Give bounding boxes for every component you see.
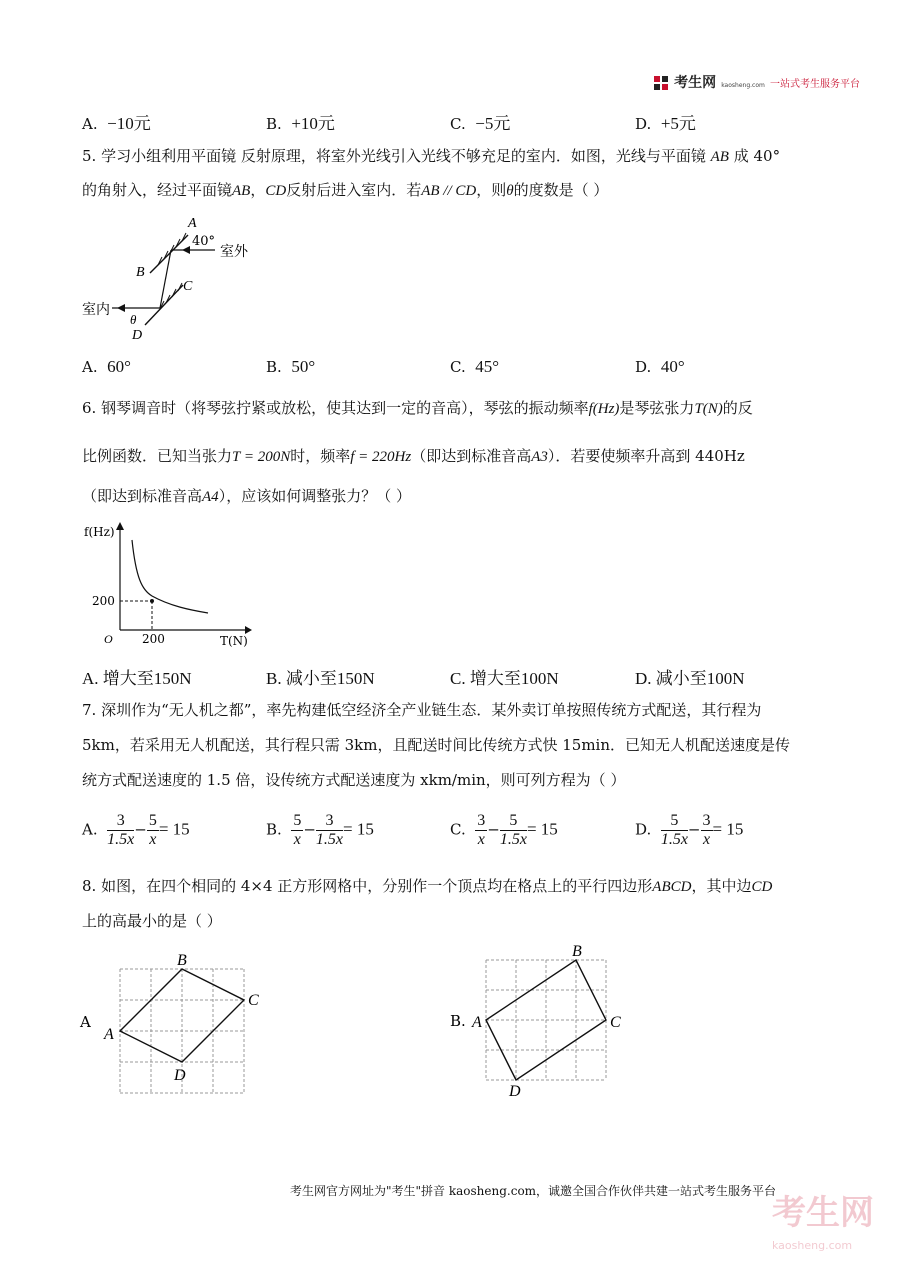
label-indoor: 室内 (82, 302, 110, 318)
q4-option-a: A. −10元 (82, 114, 151, 133)
q6-option-c: C. 增大至100N (450, 669, 559, 688)
q6-line-3: （即达到标准音高A4），应该如何调整张力？（ ） (82, 487, 411, 505)
mirror-cd (145, 285, 183, 325)
q5-option-a: A. 60° (82, 357, 131, 376)
watermark-brand: 考生网 (772, 1193, 874, 1233)
x-label: T(N) (220, 634, 248, 648)
q6-inverse-graph (80, 518, 260, 648)
kaosheng-logo-icon (653, 75, 669, 91)
vertex-a: A (104, 1026, 114, 1043)
label-d: D (132, 328, 143, 343)
arrow-icon (117, 304, 125, 312)
label-b: B (136, 265, 145, 280)
inverse-curve (132, 540, 208, 613)
option-label-b: B. (450, 1012, 466, 1030)
q4-option-c: C. −5元 (450, 114, 511, 133)
q5-option-b: B. 50° (266, 357, 316, 376)
q7-option-d: D. $\frac{5}{1.5x}$ − $\frac{3}{x}$ = 15 (635, 812, 744, 848)
q4-option-b: B. +10元 (266, 114, 335, 133)
q5-mirror-diagram (80, 213, 280, 343)
q4-option-d: D. +5元 (635, 114, 696, 133)
vertex-a: A (472, 1014, 482, 1031)
q7-line-3: 统方式配送速度的 1.5 倍，设传统方式配送速度为 xkm/min，则可列方程为（ ） (82, 771, 626, 789)
q7-option-c: C. $\frac{3}{x}$ − $\frac{5}{1.5x}$ = 15 (450, 812, 558, 848)
vertex-b: B (572, 943, 582, 960)
q5-option-d: D. 40° (635, 357, 685, 376)
y-axis-arrow-icon (116, 522, 124, 530)
label-a: A (188, 216, 197, 231)
x-axis-arrow-icon (245, 626, 252, 634)
q8-figure-b (448, 940, 658, 1100)
y-label: f(Hz) (84, 525, 115, 539)
grid-b (486, 960, 606, 1080)
option-label-a: A (80, 1013, 91, 1031)
q8-line-1: 8. 如图，在四个相同的 4×4 正方形网格中，分别作一个顶点均在格点上的平行四边形ABCD，其中边CD (82, 877, 773, 895)
header-logo (653, 72, 860, 92)
q6-option-b: B. 减小至150N (266, 669, 375, 688)
q7-option-a: A. $\frac{3}{1.5x}$ − $\frac{5}{x}$ = 15 (82, 812, 190, 848)
q7-line-2: 5km，若采用无人机配送，其行程只需 3km，且配送时间比传统方式快 15min．已知无人机配送速度是传 (82, 736, 791, 754)
header-slogan: 一站式考生服务平台 (769, 79, 860, 90)
arrow-icon (182, 246, 190, 254)
vertex-d: D (174, 1067, 186, 1084)
watermark (772, 1185, 874, 1253)
vertex-b: B (177, 952, 187, 969)
origin-label: O (104, 632, 113, 646)
label-c: C (183, 279, 193, 294)
q6-line-2: 比例函数．已知当张力T = 200N时，频率f = 220Hz（即达到标准音高A3）．若要使频率升高到 440Hz (82, 447, 745, 465)
q5-line-1: 5. 学习小组利用平面镜 反射原理，将室外光线引入光线不够充足的室内．如图，光线与平面镜 AB 成 40° (82, 147, 781, 165)
label-theta: θ (130, 312, 137, 327)
vertex-c: C (610, 1014, 621, 1031)
q6-option-a: A. 增大至150N (82, 669, 192, 688)
q5-option-c: C. 45° (450, 357, 500, 376)
label-outdoor: 室外 (220, 244, 248, 260)
x-tick: 200 (142, 632, 165, 646)
q6-line-1: 6. 钢琴调音时（将琴弦拧紧或放松，使其达到一定的音高），琴弦的振动频率f(Hz)是琴弦张力T(N)的反 (82, 399, 753, 417)
q6-option-d: D. 减小至100N (635, 669, 745, 688)
q5-line-2: 的角射入，经过平面镜AB，CD反射后进入室内．若AB // CD，则θ的度数是（ ） (82, 181, 609, 199)
q7-option-b: B. $\frac{5}{x}$ − $\frac{3}{1.5x}$ = 15 (266, 812, 374, 848)
vertex-d: D (509, 1083, 521, 1100)
point (150, 599, 154, 603)
watermark-domain: kaosheng.com (772, 1239, 853, 1252)
q7-line-1: 7. 深圳作为“无人机之都”，率先构建低空经济全产业链生态．某外卖订单按照传统方式配送，其行程为 (82, 701, 762, 719)
footer-text: 考生网官方网址为"考生"拼音 kaosheng.com，诚邀全国合作伙伴共建一站式考生服务平台 (290, 1184, 777, 1198)
header-brand: 考生网 (674, 75, 717, 91)
vertex-c: C (248, 992, 259, 1009)
label-angle: 40° (192, 234, 216, 249)
q8-line-2: 上的高最小的是（ ） (82, 912, 222, 930)
y-tick: 200 (92, 594, 115, 608)
header-domain: kaosheng.com (721, 82, 765, 89)
q8-figure-a (78, 945, 278, 1095)
